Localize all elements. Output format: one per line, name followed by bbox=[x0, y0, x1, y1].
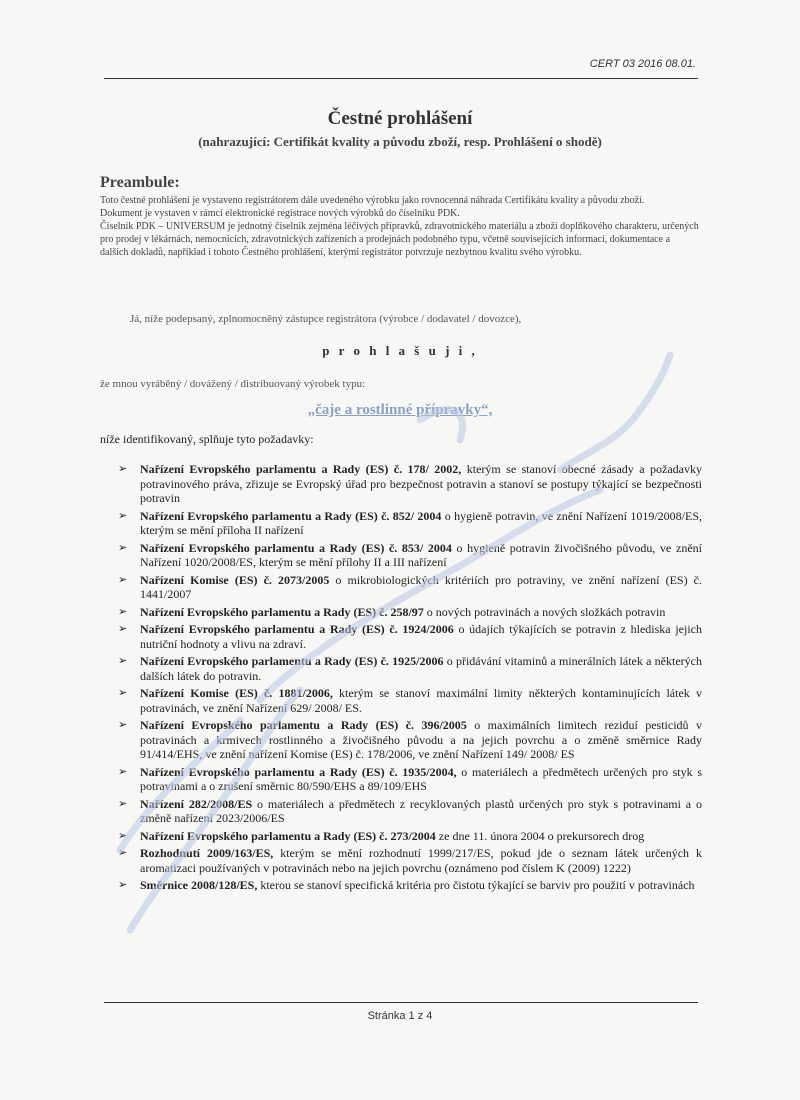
list-item bbox=[118, 878, 702, 893]
arrow-bullet-icon: ➢ bbox=[118, 622, 128, 635]
list-item bbox=[118, 509, 702, 538]
arrow-bullet-icon: ➢ bbox=[118, 572, 128, 586]
arrow-bullet-icon: ➢ bbox=[118, 846, 128, 859]
regulation-name: Nařízení Evropského parlamentu a Rady (ES) č. 1925/2006 bbox=[140, 654, 444, 668]
regulation-text: o nových potravinách a nových složkách potravin bbox=[423, 604, 666, 619]
list-item bbox=[118, 829, 702, 844]
list-item bbox=[118, 541, 702, 570]
list-item bbox=[118, 654, 702, 683]
arrow-bullet-icon: ➢ bbox=[118, 718, 128, 731]
arrow-bullet-icon: ➢ bbox=[118, 462, 128, 475]
regulation-text: o hygieně potravin, ve znění Nařízení 1019/2008/ES, kterým se mění příloha II nařízení bbox=[140, 508, 702, 537]
arrow-bullet-icon: ➢ bbox=[118, 878, 128, 891]
regulation-text: kterým se mění rozhodnutí 1999/217/ES, pokud jde o seznam látek určených k aromatizaci používaných v potravinách nebo na jejich povrchu (oznámeno pod číslem K (2009) 1222) bbox=[140, 846, 702, 875]
regulation-text: o přidávání vitaminů a minerálních látek a některých dalších látek do potravin. bbox=[140, 654, 702, 683]
list-item bbox=[118, 605, 702, 620]
regulation-text: kterou se stanoví specifická kritéria pro čistotu týkající se barviv pro použití v potravinách bbox=[257, 878, 695, 892]
list-item bbox=[118, 573, 702, 602]
list-item bbox=[118, 686, 702, 715]
regulation-name: Nařízení 282/2008/ES bbox=[140, 796, 253, 811]
certificate-code: CERT 03 2016 08.01. bbox=[589, 58, 696, 70]
list-item bbox=[118, 846, 702, 875]
preamble-line: Dokument je vystaven v rámci elektronické registrace nových výrobků do číselníku PDK. bbox=[100, 208, 460, 219]
requirements-intro: níže identifikovaný, splňuje tyto požadavky: bbox=[100, 432, 314, 446]
regulation-name: Nařízení Evropského parlamentu a Rady (ES) č. 1924/2006 bbox=[140, 622, 454, 636]
arrow-bullet-icon: ➢ bbox=[118, 604, 128, 618]
list-item bbox=[118, 797, 702, 826]
footer-rule bbox=[104, 1002, 698, 1003]
list-item bbox=[118, 718, 702, 762]
regulation-text: kterým se stanoví obecné zásady a požadavky potravinového práva, zřizuje se Evropský úřad pro bezpečnost potravin a stanoví se postupy týkající se bezpečnosti potravin bbox=[140, 462, 702, 505]
header-rule bbox=[104, 78, 698, 79]
regulation-name: Rozhodnutí 2009/163/ES, bbox=[140, 846, 274, 860]
regulation-name: Nařízení Evropského parlamentu a Rady (ES) č. 1935/2004, bbox=[140, 764, 457, 779]
arrow-bullet-icon: ➢ bbox=[118, 764, 128, 778]
regulation-text: kterým se stanoví maximální limity některých kontaminujících látek v potravinách, ve znění Nařízení 629/ 2008/ ES. bbox=[140, 686, 702, 715]
arrow-bullet-icon: ➢ bbox=[118, 828, 128, 842]
list-item bbox=[118, 765, 702, 794]
regulation-text: o hygieně potravin živočišného původu, ve znění Nařízení 1020/2008/ES, kterým se mění přílohy II a III nařízení bbox=[140, 540, 702, 569]
regulation-name: Nařízení Evropského parlamentu a Rady (ES) č. 178/ 2002, bbox=[140, 462, 462, 476]
arrow-bullet-icon: ➢ bbox=[118, 540, 128, 554]
arrow-bullet-icon: ➢ bbox=[118, 508, 128, 522]
preamble-line: Toto čestné prohlášení je vystaveno registrátorem dále uvedeného výrobku jako rovnocenná náhrada Certifikátu kvality a původu zboží. bbox=[100, 195, 645, 206]
arrow-bullet-icon: ➢ bbox=[118, 796, 128, 810]
list-item bbox=[118, 622, 702, 651]
regulation-name: Nařízení Evropského parlamentu a Rady (ES) č. 853/ 2004 bbox=[140, 540, 452, 555]
preamble-text bbox=[100, 194, 700, 259]
regulation-name: Nařízení Evropského parlamentu a Rady (ES) č. 852/ 2004 bbox=[140, 508, 442, 523]
regulation-name: Nařízení Evropského parlamentu a Rady (ES) č. 396/2005 bbox=[140, 718, 467, 732]
document-title: Čestné prohlášení bbox=[327, 108, 473, 129]
declaration-verb: p r o h l a š u j i , bbox=[322, 343, 478, 358]
product-intro: že mnou vyráběný / dovážený / distribuovaný výrobek typu: bbox=[100, 378, 366, 390]
regulation-name: Směrnice 2008/128/ES, bbox=[140, 878, 258, 892]
regulation-text: o materiálech a předmětech určených pro styk s potravinami a o zrušení směrnic 80/590/EHS a 89/109/EHS bbox=[140, 764, 702, 793]
page-number: Stránka 1 z 4 bbox=[367, 1010, 433, 1022]
document-subtitle: (nahrazující: Certifikát kvality a původu zboží, resp. Prohlášení o shodě) bbox=[198, 134, 602, 149]
declarant-intro: Já, níže podepsaný, zplnomocněný zástupce registrátora (výrobce / dodavatel / dovozce), bbox=[130, 313, 522, 325]
regulation-text: o mikrobiologických kritériích pro potraviny, ve znění nařízení (ES) č. 1441/2007 bbox=[140, 572, 702, 601]
preamble-heading: Preambule: bbox=[100, 174, 180, 191]
regulation-name: Nařízení Evropského parlamentu a Rady (ES) č. 258/97 bbox=[140, 604, 424, 619]
arrow-bullet-icon: ➢ bbox=[118, 654, 128, 667]
regulation-text: o údajích týkajících se potravin z hlediska jejich nutriční hodnoty a vlivu na zdraví. bbox=[140, 622, 703, 651]
regulation-text: ze dne 11. února 2004 o prekursorech drog bbox=[435, 828, 645, 843]
regulation-text: o materiálech a předmětech z recyklovaných plastů určených pro styk s potravinami a o změně nařízení 2023/2006/ES bbox=[140, 796, 702, 825]
preamble-line: Číselník PDK – UNIVERSUM je jednotný číselník zejména léčivých přípravků, zdravotnického materiálu a zboží doplňkového charakteru, určených pro prodej v lékárnách, nemocnicích, zdravotnických zařízeních a prodejnách podobného typu, včetně souvisejících informací, dokumentace a dalších dokladů, například i tohoto Čestného prohlášení, kterými registrátor potvrzuje nezbytnou kvalitu svého výrobku. bbox=[100, 221, 699, 258]
list-item bbox=[118, 462, 702, 506]
regulation-text: o maximálních limitech reziduí pesticidů v potravinách a krmivech rostlinného a živočišného původu a na jejich povrchu a o změně směrnice Rady 91/414/EHS, ve znění nařízení Komise (ES) č. 178/2006, ve znění Nařízení 149/ 2008/ ES bbox=[140, 718, 702, 761]
product-type: „čaje a rostlinné přípravky“, bbox=[307, 402, 493, 418]
regulation-name: Nařízení Komise (ES) č. 2073/2005 bbox=[140, 572, 330, 587]
regulation-name: Nařízení Evropského parlamentu a Rady (ES) č. 273/2004 bbox=[140, 828, 436, 843]
requirements-list bbox=[118, 462, 702, 896]
regulation-name: Nařízení Komise (ES) č. 1881/2006, bbox=[140, 686, 333, 700]
arrow-bullet-icon: ➢ bbox=[118, 686, 128, 699]
